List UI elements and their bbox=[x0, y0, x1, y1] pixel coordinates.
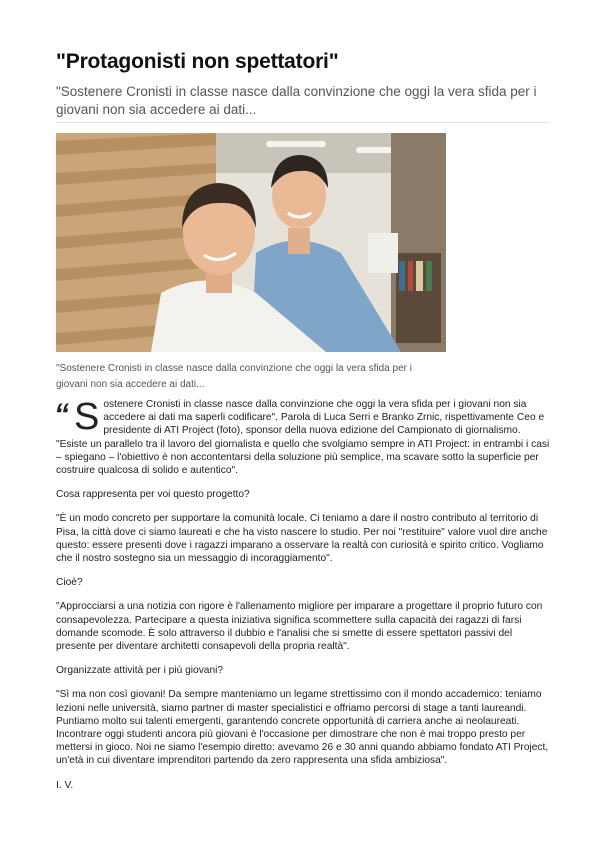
lead-text: ostenere Cronisti in classe nasce dalla convinzione che oggi la vera sfida per i giovani non sia accedere ai dati ma saperli codificare". Parola di Luca Serri e Branko Zrnic, rispettivamente Ceo e presidente di ATI Project (foto), sponsor della nuova edizione del Campionato di giornalismo. "Esiste un parallelo tra il lavoro del giornalista e quello che svolgiamo sempre in ATI Project: in entrambi i casi – spiegano – l'obiettivo è non accontentarsi della soluzione più semplice, ma scavare sotto la superficie per costruire qualcosa di solido e autentico". bbox=[56, 399, 550, 477]
question-3: Organizzate attività per i più giovani? bbox=[56, 665, 224, 677]
answer-1: "È un modo concreto per supportare la comunità locale. Ci teniamo a dare il nostro contributo al territorio di Pisa, la città dove ci siamo laureati e che ha visto nascere lo studio. Per noi "restituire" valore vuol dire anche questo: essere presenti dove i ragazzi imparano a osservare la realtà con curiosità e spirito critico. Vogliamo che il nostro sostegno sia un messaggio di incoraggiamento". bbox=[56, 513, 548, 565]
signature: I. V. bbox=[56, 779, 74, 791]
divider bbox=[56, 122, 550, 123]
photo-caption: "Sostenere Cronisti in classe nasce dalla convinzione che oggi la vera sfida per i giovani non sia accedere ai dati... bbox=[56, 363, 412, 390]
photo-illustration bbox=[56, 133, 446, 352]
article-title: "Protagonisti non spettatori" bbox=[56, 50, 339, 73]
question-1: Cosa rappresenta per voi questo progetto? bbox=[56, 489, 250, 501]
article-subtitle: "Sostenere Cronisti in classe nasce dalla convinzione che oggi la vera sfida per i giovani non sia accedere ai dati... bbox=[56, 84, 537, 117]
quote-mark-icon: “ bbox=[54, 398, 69, 431]
answer-2: "Approcciarsi a una notizia con rigore è l'allenamento migliore per imparare a progettare il proprio futuro con consapevolezza. Partecipare a questa iniziativa significa scommettere sulla capacità dei ragazzi di farsi domande scomode. È solo attraverso il dubbio e l'analisi che si smette di essere spettatori passivi del presente per diventare architetti consapevoli della propria realtà". bbox=[56, 601, 543, 653]
lead-paragraph bbox=[56, 398, 550, 477]
article-photo bbox=[56, 133, 446, 352]
answer-3: "Sì ma non così giovani! Da sempre manteniamo un legame strettissimo con il mondo accademico: teniamo lezioni nelle università, siamo partner di master specialistici e offriamo percorsi di stage a tanti laureandi. Puntiamo molto sui talenti emergenti, garantendo concrete opportunità di carriera anche ai neolaureati. Incontrare oggi studenti ancora più giovani è l'occasione per dimostrare che non è mai troppo presto per mettersi in gioco. Noi ne siamo l'esempio diretto: avevamo 26 e 30 anni quando abbiamo fondato ATI Project, un'età in cui diventare imprenditori partendo da zero rappresenta una sfida ambiziosa". bbox=[56, 689, 549, 767]
question-2: Cioè? bbox=[56, 577, 83, 589]
article-body bbox=[56, 398, 550, 803]
dropcap: S bbox=[74, 396, 100, 438]
